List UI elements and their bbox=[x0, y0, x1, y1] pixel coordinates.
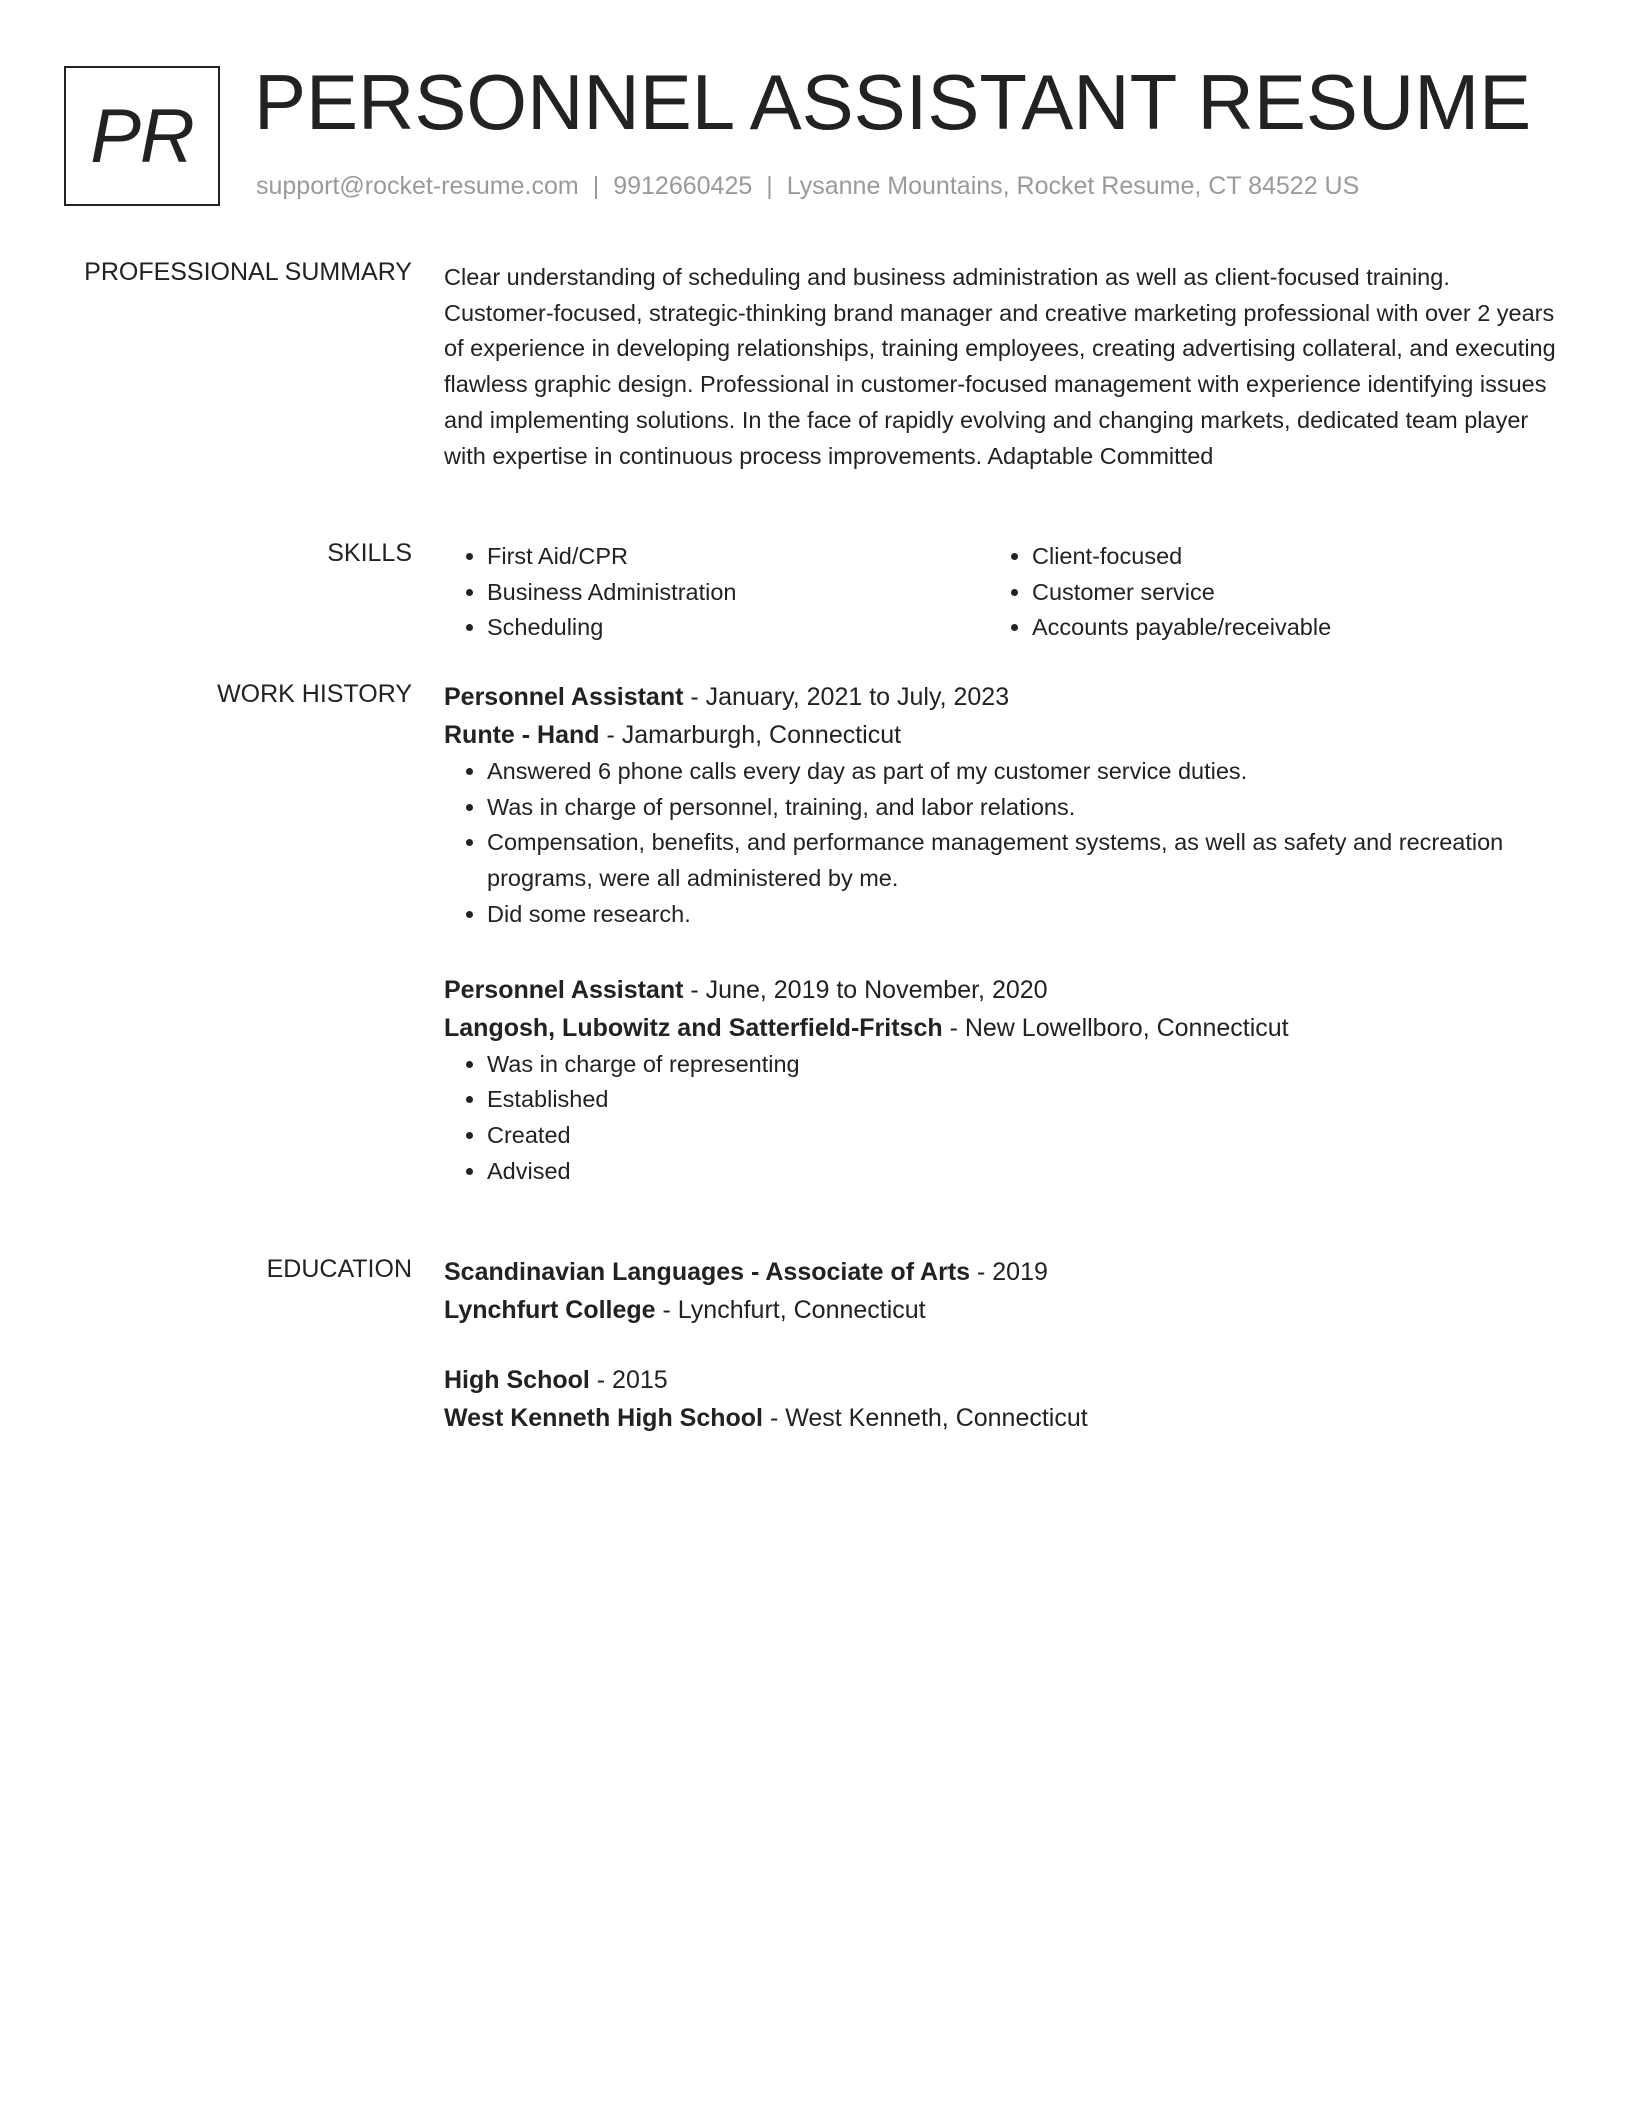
contact-separator: | bbox=[592, 172, 600, 200]
monogram-logo: PR bbox=[64, 66, 220, 206]
contact-address: Lysanne Mountains, Rocket Resume, CT 84522 US bbox=[786, 172, 1360, 200]
job-location: - Jamarburgh, Connecticut bbox=[599, 721, 902, 749]
skill-item: • Scheduling bbox=[487, 610, 989, 646]
summary-body bbox=[444, 260, 1556, 474]
skill-item: • Customer service bbox=[1032, 575, 1534, 611]
job-duties-list bbox=[444, 1047, 1556, 1190]
job-company: Runte - Hand bbox=[444, 721, 600, 749]
education-entry bbox=[444, 1361, 1556, 1437]
skills-list-left bbox=[444, 539, 989, 646]
skill-item: • Business Administration bbox=[487, 575, 989, 611]
job-duty: • Compensation, benefits, and performance management systems, as well as safety and recreation programs, were all administered by me. bbox=[487, 825, 1556, 896]
job-duty: • Was in charge of personnel, training, and labor relations. bbox=[487, 790, 1556, 826]
job-company-line bbox=[444, 1009, 1556, 1047]
education-location: - West Kenneth, Connecticut bbox=[763, 1404, 1088, 1432]
contact-email[interactable]: support@rocket-resume.com bbox=[256, 172, 579, 200]
job-location: - New Lowellboro, Connecticut bbox=[942, 1013, 1289, 1042]
job-title: Personnel Assistant bbox=[444, 683, 684, 711]
job-duty: • Was in charge of representing bbox=[487, 1047, 1556, 1083]
education-location: - Lynchfurt, Connecticut bbox=[655, 1296, 926, 1324]
education-school-line bbox=[444, 1291, 1556, 1329]
job-company: Langosh, Lubowitz and Satterfield-Fritsch bbox=[444, 1013, 943, 1042]
contact-phone[interactable]: 9912660425 bbox=[613, 172, 753, 200]
education-school-line bbox=[444, 1399, 1556, 1437]
education-degree: High School bbox=[444, 1366, 590, 1394]
education-body bbox=[444, 1253, 1556, 1469]
job-duty: • Advised bbox=[487, 1154, 1556, 1190]
resume-title: PERSONNEL ASSISTANT RESUME bbox=[254, 58, 1532, 146]
job-title-line bbox=[444, 971, 1556, 1009]
job-dates: - January, 2021 to July, 2023 bbox=[683, 683, 1010, 711]
job-dates: - June, 2019 to November, 2020 bbox=[683, 975, 1048, 1004]
education-school: Lynchfurt College bbox=[444, 1296, 656, 1324]
job-title: Personnel Assistant bbox=[444, 975, 684, 1004]
skill-item: • Client-focused bbox=[1032, 539, 1534, 575]
summary-heading: PROFESSIONAL SUMMARY bbox=[84, 258, 412, 286]
contact-separator: | bbox=[766, 172, 773, 200]
job-duty: • Answered 6 phone calls every day as part of my customer service duties. bbox=[487, 754, 1556, 790]
job-duty: • Established bbox=[487, 1082, 1556, 1118]
education-school: West Kenneth High School bbox=[444, 1404, 763, 1432]
education-entry bbox=[444, 1253, 1556, 1329]
skills-heading: SKILLS bbox=[327, 539, 412, 567]
job-entry bbox=[444, 971, 1556, 1190]
skill-item: • First Aid/CPR bbox=[487, 539, 989, 575]
skills-list-right bbox=[989, 539, 1534, 646]
education-year: - 2015 bbox=[589, 1366, 668, 1394]
contact-line bbox=[256, 172, 1359, 201]
education-heading: EDUCATION bbox=[266, 1255, 412, 1283]
job-duty: • Did some research. bbox=[487, 897, 1556, 933]
job-company-line bbox=[444, 716, 1556, 754]
summary-text: Clear understanding of scheduling and business administration as well as client-focused training. Customer-focused, strategic-thinking brand manager and creative marketing professional with over 2 years of experience in developing relationships, training employees, creating advertising collateral, and executing flawless graphic design. Professional in customer-focused management with experience identifying issues and implementing solutions. In the face of rapidly evolving and changing markets, dedicated team player with expertise in continuous process improvements. Adaptable Committed bbox=[444, 264, 1556, 469]
job-entry bbox=[444, 678, 1556, 933]
skills-body bbox=[444, 539, 1556, 646]
job-title-line bbox=[444, 678, 1556, 716]
job-duty: • Created bbox=[487, 1118, 1556, 1154]
work-history-body bbox=[444, 678, 1556, 1227]
education-year: - 2019 bbox=[970, 1258, 1048, 1286]
job-duties-list bbox=[444, 754, 1556, 933]
education-degree: Scandinavian Languages - Associate of Arts bbox=[444, 1258, 971, 1286]
education-degree-line bbox=[444, 1361, 1556, 1399]
skill-item: • Accounts payable/receivable bbox=[1032, 610, 1534, 646]
education-degree-line bbox=[444, 1253, 1556, 1291]
work-history-heading: WORK HISTORY bbox=[217, 680, 412, 708]
